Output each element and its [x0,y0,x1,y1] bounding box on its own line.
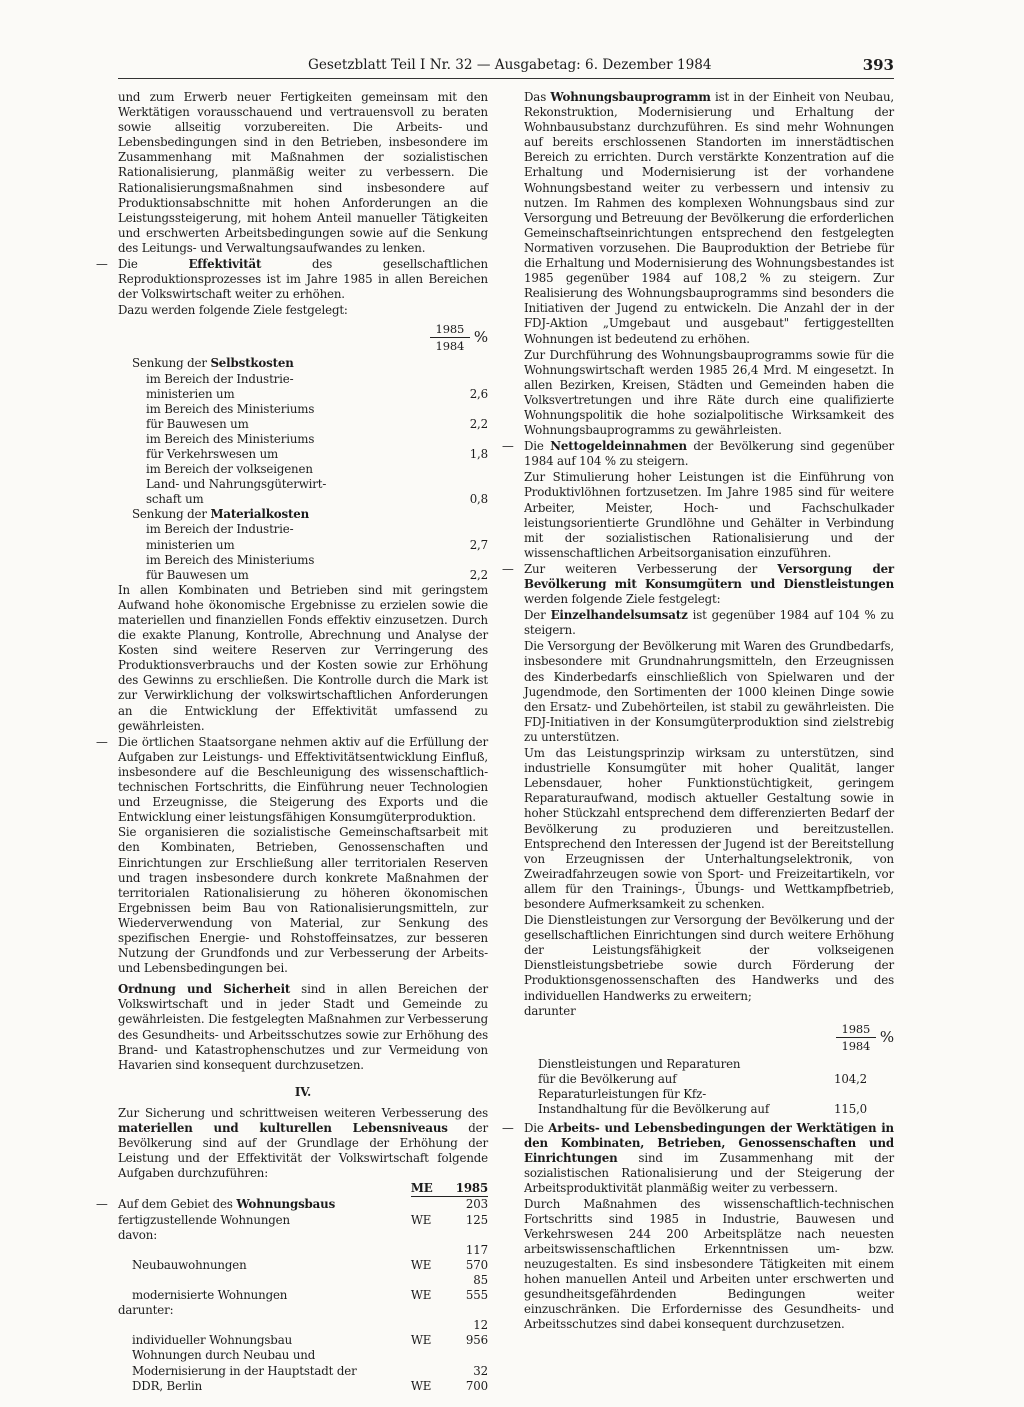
text: Der [524,608,551,623]
right-column [524,90,894,1332]
bold-term: Nettogeldeinnahmen [550,439,687,454]
bold-term: Wohnungsbaus [236,1197,336,1212]
header-empty [118,1181,411,1197]
row-unit: WE [410,1288,432,1303]
bullet-paragraph [524,562,894,607]
bold-term: Materialkosten [210,507,310,522]
row-label [118,1197,411,1228]
paragraph [524,90,894,347]
text: ist gegenüber 1984 auf 104 % zu steigern. [524,608,895,638]
row-label: individueller Wohnungsbau [132,1333,293,1348]
frac-unit: % [473,327,488,346]
table-row [118,402,488,432]
paragraph: und zum Erwerb neuer Fertigkeiten gemeinsam mit den Werktätigen vorausschauend und vertrauensvoll zu beraten sowie allseitig vorzubereiten. Die Arbeits- und Lebensbedingungen sind in den Betrieben, insbesondere im Zusammenhang mit Maßnahmen der sozialistischen Rationalisierung, planmäßig weiter zu verbessern. Die Rationalisierungsmaßnahmen sind insbesondere auf Produktionsabschnitte mit hohen Anforderungen an die Leistungssteigerung, mit hohem Anteil manueller Tätigkeiten und erschwerten Arbeitsbedingungen sowie auf die Senkung des Leitungs- und Verwaltungsaufwandes zu lenken. [118,90,488,255]
text: Senkung der [132,507,211,522]
table-row [118,1318,488,1348]
row-label: davon: [118,1227,158,1242]
text: ist in der Einheit von Neubau, Rekonstruktion, Modernisierung und Erhaltung der Wohnbausubstanz durchzuführen. Es sind mehr Wohnungen auf bereits erschlossenen Standorten im innerstädtischen Bereich zu errichten. Durch verstärkte Konzentration auf die Erhaltung und Modernisierung ist der vorhandene Wohnungsbestand weiter zu verbessern und intensiv zu nutzen. Im Rahmen des komplexen Wohnungsbaus sind zur Versorgung und Betreuung der Bevölkerung die erforderlichen Gemeinschaftseinrichtungen entsprechend den festgelegten Normativen vorzusehen. Die Bauproduktion der Betriebe für die Erhaltung und Modernisierung des Wohnungsbestandes ist 1985 gegenüber 1984 auf 108,2 % zu steigern. Zur Realisierung des Wohnungsbauprogramms sind besonders die Initiativen der Jugend zu entwickeln. Die Anzahl der in der FDJ-Aktion „Umgebaut und ausgebaut" fertiggestellten Wohnungen ist bedeutend zu erhöhen. [524,90,895,346]
text: Die [524,1121,549,1136]
table-row [118,1228,488,1243]
unit-fraction [524,1021,894,1055]
paragraph: Die Versorgung der Bevölkerung mit Waren des Grundbedarfs, insbesondere mit Grundnahrungsmitteln, den Erzeugnissen des Kinderbedarfs einschließlich von Spielwaren und der Jugendmode, den Sortimenten der 1000 kleinen Dinge sowie den Ersatz- und Zubehörteilen, ist stabil zu gewährleisten. Die FDJ-Initiativen in der Konsumgüterproduktion sind zielstrebig zu unterstützen. [524,639,894,744]
text: der Bevölkerung sind auf der Grundlage der Erhöhung der Leistung und der Effektivität der Volkswirtschaft folgende Aufgaben durchzuführen: [118,1121,488,1181]
table-row [118,372,488,402]
unit-fraction [118,320,488,354]
frac-top: 1985 [435,321,465,336]
row-label: Neubauwohnungen [132,1257,247,1272]
paragraph [118,1106,488,1181]
row-label: im Bereich des Ministeriums für Bauwesen um [146,401,315,431]
text: Zur weiteren Verbesserung der [524,561,778,576]
row-label: Wohnungen durch Neubau und Modernisierung in der Hauptstadt der DDR, Berlin [132,1348,357,1393]
housing-table [118,1181,488,1393]
row-label: im Bereich der Industrie- ministerien um [146,371,294,401]
frac-line [836,1037,876,1038]
text: Zur Sicherung und schrittweisen weiteren Verbesserung des [118,1105,488,1120]
table-row [118,1273,488,1303]
text: werden folgende Ziele festgelegt: [524,592,721,607]
row-label: im Bereich der Industrie- ministerien um [146,522,294,552]
row-unit: WE [410,1212,432,1227]
bold-term: materiellen und kulturellen Lebensniveaus [118,1121,448,1135]
bold-term: Selbstkosten [210,356,294,371]
text: sind im Zusammenhang mit der sozialistischen Rationalisierung und der Steigerung der Arbeitsproduktivität planmäßig weiter zu verbessern. [524,1151,894,1196]
row-value: 2,2 [469,416,488,431]
frac-top: 1985 [841,1022,871,1037]
text: Die [118,257,189,272]
page-header [308,54,894,76]
row-value: 115,0 [834,1102,868,1116]
bullet-paragraph [524,1121,894,1196]
bullet-paragraph: — Die örtlichen Staatsorgane nehmen aktiv auf die Erfüllung der Aufgaben zur Leistungs- und Effektivitätsentwicklung Einfluß, insbesondere auf die Beschleunigung des wissenschaftlich-technischen Fortschritts, die Einführung neuer Technologien und Erzeugnisse, die Steigerung des Exports und die Entwicklung einer leistungsfähigen Konsumgüterproduktion. [118,735,488,826]
paragraph: Zur Durchführung des Wohnungsbauprogramms sowie für die Wohnungswirtschaft werden 1985 26,4 Mrd. M eingesetzt. In allen Bezirken, Kreisen, Städten und Gemeinden haben die Volksvertretungen und ihre Räte durch eine qualifizierte Wohnungspolitik die hohe sozialpolitische Wirksamkeit des Wohnungsbauprogramms zu gewährleisten. [524,347,894,438]
row-label: im Bereich der volkseigenen Land- und Nahrungsgüterwirt- schaft um [146,462,327,507]
row-value: 2,6 [469,386,488,401]
row-value: 2,2 [469,567,488,582]
text: sind in allen Bereichen der Volkswirtschaft und in jeder Stadt und Gemeinde zu gewährleisten. Die festgelegten Maßnahmen zur Verbesserung des Gesundheits- und Arbeitsschutzes sowie zur Erhöhung des Brand- und Katastrophenschutzes und zur Vermeidung von Havarien sind konsequent durchzusetzen. [118,982,488,1072]
table-header-row [118,1181,488,1197]
frac-unit: % [879,1028,894,1047]
paragraph: Durch Maßnahmen des wissenschaftlich-technischen Fortschritts sind 1985 in Industrie, Bauwesen und Verkehrswesen 244 200 Arbeitsplätze nach neuesten arbeitswissenschaftlichen Erkenntnissen um- bzw. neuzugestalten. Es sind insbesondere Tätigkeiten mit einem hohen manuellen Anteil und Arbeiten unter erschwerten und gesundheitsgefährdenden Bedingungen weiter einzuschränken. Die Erfordernisse des Gesundheits- und Arbeitsschutzes sind dabei konsequent durchzusetzen. [524,1196,894,1332]
text: Auf dem Gebiet des [118,1197,237,1212]
row-value: 1,8 [469,446,488,461]
bold-term: Wohnungsbauprogramm [550,90,711,104]
paragraph: Dazu werden folgende Ziele festgelegt: [118,303,348,318]
group-heading [118,507,488,522]
row-value: 85 555 [465,1272,488,1303]
frac-bottom: 1984 [841,1039,871,1054]
row-unit: WE [410,1378,432,1393]
row-value: 12 956 [465,1318,488,1348]
paragraph [524,608,894,638]
bold-term: Versorgung der Bevölkerung mit Konsumgütern und Dienstleistungen [524,561,894,591]
row-value: 0,8 [469,492,488,507]
table-row [524,1087,894,1117]
row-label: modernisierte Wohnungen [132,1288,288,1303]
group-heading [118,356,488,371]
row-value: 203 125 [465,1197,488,1227]
bold-term: Effektivität [188,257,262,272]
row-label: Dienstleistungen und Reparaturen für die Bevölkerung auf [538,1056,741,1086]
header-rule [118,78,894,79]
header-me: ME [411,1181,456,1197]
text: fertigzustellende Wohnungen [118,1212,290,1227]
bold-term: Ordnung und Sicherheit [118,982,291,997]
row-label: Reparaturleistungen für Kfz- Instandhaltung für die Bevölkerung auf [538,1086,770,1116]
row-value: 32 700 [465,1363,488,1393]
paragraph: darunter [524,1003,576,1018]
row-value: 2,7 [469,537,488,552]
table-row [118,522,488,552]
paragraph: Die Dienstleistungen zur Versorgung der Bevölkerung und der gesellschaftlichen Einrichtungen sind durch weitere Erhöhung der Leistungsfähigkeit der volkseigenen Dienstleistungsbetriebe sowie durch Förderung der Produktionsgenossenschaften des Handwerks und des individuellen Handwerks zu erweitern; [524,913,894,1003]
text: Die [524,439,551,454]
row-label: darunter: [118,1303,174,1318]
section-heading: IV. [294,1084,312,1099]
frac-line [430,337,470,338]
header-year: 1985 [455,1181,488,1196]
bullet-paragraph [118,257,488,302]
bold-term: Einzelhandelsumsatz [550,608,688,623]
page-number: 393 [862,56,894,74]
row-unit: WE [410,1257,432,1272]
text: Das [524,90,551,104]
row-label: im Bereich des Ministeriums für Verkehrswesen um [146,431,315,461]
row-label: im Bereich des Ministeriums für Bauwesen um [146,552,315,582]
paragraph: Um das Leistungsprinzip wirksam zu unterstützen, sind industrielle Konsumgüter mit hoher Qualität, langer Lebensdauer, hoher Funktionstüchtigkeit, geringem Reparaturaufwand, modisch aktueller Gestaltung sowie in hoher Stückzahl entsprechend dem differenzierten Bedarf der Bevölkerung zu produzieren und bereitzustellen. Entsprechend den Interessen der Jugend ist der Bereitstellung von Erzeugnissen der Unterhaltungselektronik, von Zweiradfahrzeugen sowie von Sport- und Freizeitartikeln, vor allem für den Trainings-, Übungs- und Wettkampfbetrieb, besondere Aufmerksamkeit zu schenken. [524,746,894,911]
bullet-paragraph [524,439,894,469]
text: der Bevölkerung sind gegenüber 1984 auf 104 % zu steigern. [524,439,894,469]
table-row [118,432,488,462]
table-row [118,462,488,507]
table-row [118,1243,488,1273]
table-row [524,1057,894,1087]
bold-term: Arbeits- und Lebensbedingungen der Werktätigen in den Kombinaten, Betrieben, Genossenschaften und Einrichtungen [524,1121,894,1166]
table-row [118,553,488,583]
row-value: 104,2 [834,1071,868,1086]
left-column [118,90,488,1394]
table-row [118,1303,488,1318]
paragraph: Sie organisieren die sozialistische Gemeinschaftsarbeit mit den Kombinaten, Betrieben, Genossenschaften und Einrichtungen zur Erschließung aller territorialen Reserven und tragen insbesondere durch konkrete Maßnahmen der territorialen Rationalisierung zu höheren ökonomischen Ergebnissen beim Bau von Rationalisierungsmitteln, zur Wiederverwendung von Material, zur Senkung des spezifischen Energie- und Rohstoffeinsatzes, zur besseren Nutzung der Grundfonds und zur Verbesserung der Arbeits- und Lebensbedingungen bei. [118,825,488,976]
paragraph: Zur Stimulierung hoher Leistungen ist die Einführung von Produktivlöhnen fortzusetzen. Im Jahre 1985 sind für weitere Arbeiter, Meister, Hoch- und Fachschulkader leistungsorientierte Grundlöhne und Gehälter in Verbindung mit der sozialistischen Rationalisierung und der wissenschaftlichen Arbeitsorganisation einzuführen. [524,470,894,560]
row-value: 117 570 [465,1242,488,1272]
frac-bottom: 1984 [435,338,465,353]
header-title: Gesetzblatt Teil I Nr. 32 — Ausgabetag: 6. Dezember 1984 [308,57,712,73]
text: des gesellschaftlichen Reproduktionsprozesses ist im Jahre 1985 in allen Bereichen der Volkswirtschaft weiter zu erhöhen. [118,257,488,302]
text: Senkung der [132,356,211,371]
row-unit: WE [410,1333,432,1348]
paragraph [118,982,488,1073]
table-row [118,1348,488,1393]
paragraph: In allen Kombinaten und Betrieben sind mit geringstem Aufwand hohe ökonomische Ergebnisse zu erzielen sowie die materiellen und finanziellen Fonds effektiv einzusetzen. Durch die exakte Planung, Kontrolle, Abrechnung und Analyse der Kosten sind weitere Reserven zur Verringerung des Produktionsverbrauchs und der Kosten sowie zur Erhöhung des Gewinns zu erschließen. Die Kontrolle durch die Mark ist zur Verwirklichung der volkswirtschaftlichen Anforderungen an die Entwicklung der Effektivität umfassend zu gewährleisten. [118,582,488,733]
table-row [118,1197,488,1228]
